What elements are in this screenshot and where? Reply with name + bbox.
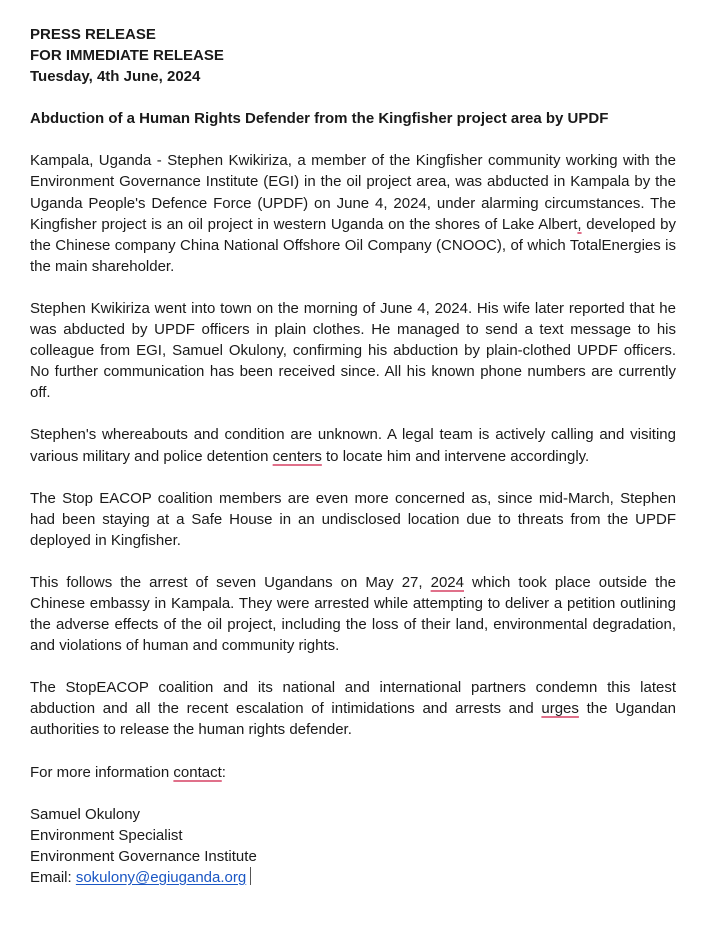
- paragraph-text: Stephen's whereabouts and condition are unknown. A legal team is actively calling and visiting various military and police detention: [30, 426, 676, 465]
- paragraph-text: which took place outside the Chinese embassy in Kampala. They were arrested while attempting to deliver a petition outlining the adverse effects of the oil project, including the loss of their land, environmental degradation, and violations of human and community rights.: [30, 573, 676, 655]
- paragraph-text: The StopEACOP coalition and its national and international partners condemn this latest abduction and all the recent escalation of intimidations and arrests and: [30, 679, 676, 718]
- paragraph-text: For more information: [30, 763, 174, 781]
- text-cursor: [250, 867, 251, 885]
- contact-block: [30, 804, 676, 888]
- email-link[interactable]: sokulony@egiuganda.org: [75, 868, 247, 886]
- paragraph-more-info: [30, 762, 676, 783]
- contact-role: Environment Specialist: [30, 826, 183, 844]
- press-release-label: PRESS RELEASE: [30, 26, 156, 43]
- release-title: Abduction of a Human Rights Defender from the Kingfisher project area by UPDF: [30, 110, 609, 128]
- paragraph-text: to locate him and intervene accordingly.: [321, 447, 590, 465]
- spellcheck-flag[interactable]: centers: [272, 447, 322, 465]
- spellcheck-flag[interactable]: 2024: [430, 573, 464, 591]
- spellcheck-flag[interactable]: ,: [577, 215, 582, 233]
- contact-organization: Environment Governance Institute: [30, 847, 257, 865]
- email-label: Email:: [30, 868, 76, 886]
- paragraph-safe-house: The Stop EACOP coalition members are even more concerned as, since mid-March, Stephen had been staying at a Safe House in an undisclosed location due to threats from the UPDF deployed in Kingfisher.: [30, 489, 676, 549]
- contact-name: Samuel Okulony: [30, 805, 141, 823]
- paragraph-text: This follows the arrest of seven Ugandans on May 27,: [30, 573, 431, 591]
- release-header: [30, 24, 676, 87]
- paragraph-condemnation: [30, 677, 676, 740]
- paragraph-whereabouts: [30, 424, 676, 466]
- immediate-release-label: FOR IMMEDIATE RELEASE: [30, 47, 224, 65]
- paragraph-abduction-summary: [30, 150, 676, 277]
- release-date: Tuesday, 4th June, 2024: [30, 68, 201, 86]
- spellcheck-flag[interactable]: urges: [541, 700, 579, 718]
- paragraph-text: :: [221, 763, 226, 781]
- paragraph-text: developed by the Chinese company China National Offshore Oil Company (CNOOC), of which TotalEnergies is the main shareholder.: [30, 215, 676, 275]
- spellcheck-flag[interactable]: contact: [173, 763, 222, 781]
- press-release-document: [30, 24, 676, 888]
- paragraph-events: Stephen Kwikiriza went into town on the morning of June 4, 2024. His wife later reported that he was abducted by UPDF officers in plain clothes. He managed to send a text message to his colleague from EGI, Samuel Okulony, confirming his abduction by plain-clothed UPDF officers. No further communication has been received since. All his known phone numbers are currently off.: [30, 299, 676, 402]
- contact-email-line: [30, 867, 676, 888]
- paragraph-text: the Ugandan authorities to release the human rights defender.: [30, 700, 676, 739]
- paragraph-text: Kampala, Uganda - Stephen Kwikiriza, a member of the Kingfisher community working with the Environment Governance Institute (EGI) in the oil project area, was abducted in Kampala by the Uganda People's Defence Force (UPDF) on June 4, 2024, under alarming circumstances. The Kingfisher project is an oil project in western Uganda on the shores of Lake Albert: [30, 152, 676, 233]
- paragraph-prior-arrests: [30, 572, 676, 656]
